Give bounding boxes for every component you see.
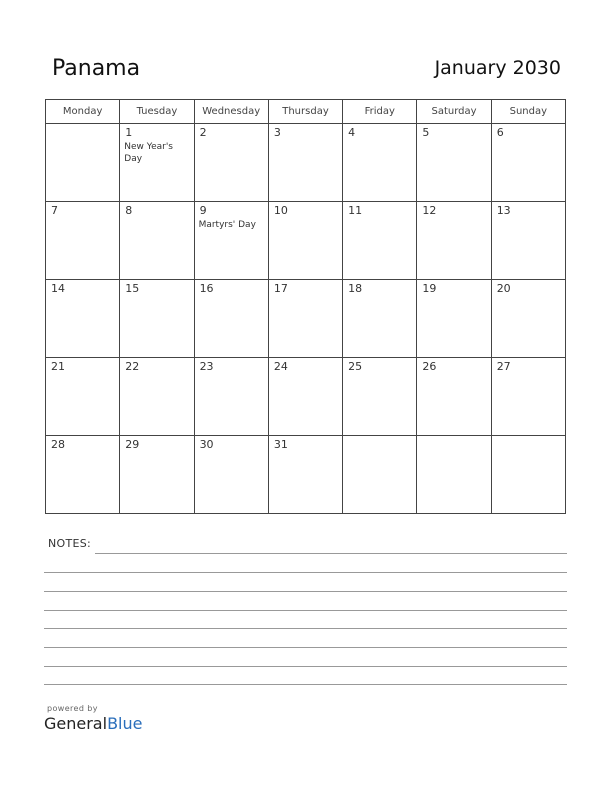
day-number: 24	[273, 360, 288, 373]
day-number: 6	[496, 126, 504, 139]
day-number: 23	[199, 360, 214, 373]
day-cell	[194, 280, 268, 358]
day-number: 16	[199, 282, 214, 295]
day-cell	[491, 280, 565, 358]
day-number: 10	[273, 204, 288, 217]
day-number: 7	[51, 204, 58, 217]
weekday-header: Monday	[46, 100, 120, 124]
day-number: 20	[496, 282, 511, 295]
weekday-header: Wednesday	[194, 100, 268, 124]
day-number: 27	[496, 360, 511, 373]
week-row	[46, 202, 566, 280]
calendar-grid	[45, 99, 566, 514]
day-number: 8	[125, 204, 133, 217]
generalblue-logo	[44, 704, 142, 733]
day-cell	[194, 358, 268, 436]
day-number: 13	[496, 204, 511, 217]
day-cell	[268, 202, 342, 280]
day-cell	[268, 436, 342, 514]
day-number: 28	[51, 438, 65, 451]
day-cell	[194, 124, 268, 202]
note-line	[44, 610, 567, 611]
powered-by-text: powered by	[47, 704, 98, 713]
day-cell	[417, 280, 491, 358]
weekday-header: Tuesday	[120, 100, 194, 124]
day-cell	[194, 436, 268, 514]
day-number: 29	[125, 438, 140, 451]
day-cell	[120, 280, 194, 358]
day-cell	[343, 358, 417, 436]
weekday-header: Saturday	[417, 100, 491, 124]
day-cell	[268, 124, 342, 202]
day-number: 5	[422, 126, 430, 139]
note-line	[44, 572, 567, 573]
day-cell	[120, 202, 194, 280]
day-cell	[417, 358, 491, 436]
day-cell	[268, 280, 342, 358]
notes-label: NOTES:	[48, 537, 92, 550]
country-title: Panama	[52, 56, 141, 81]
day-cell	[417, 124, 491, 202]
day-number: 4	[348, 126, 356, 139]
week-row	[46, 280, 566, 358]
day-cell	[46, 202, 120, 280]
day-cell	[417, 202, 491, 280]
brand-general-text: General	[44, 714, 108, 733]
week-row	[46, 436, 566, 514]
day-cell	[491, 124, 565, 202]
month-year-title: January 2030	[434, 57, 561, 79]
day-cell	[491, 358, 565, 436]
day-number: 26	[422, 360, 437, 373]
day-cell	[491, 436, 565, 514]
day-cell	[46, 358, 120, 436]
day-cell	[46, 124, 120, 202]
note-line	[44, 591, 567, 592]
note-line	[95, 553, 567, 554]
weekday-header-row	[46, 100, 566, 124]
day-cell	[194, 202, 268, 280]
holiday-label: New Year's Day	[124, 142, 173, 164]
note-line	[44, 666, 567, 667]
day-number: 1	[125, 126, 133, 139]
day-number: 22	[125, 360, 140, 373]
day-cell	[120, 358, 194, 436]
day-number: 9	[199, 204, 207, 217]
day-cell	[268, 358, 342, 436]
day-cell	[343, 280, 417, 358]
weekday-header: Thursday	[268, 100, 342, 124]
day-number: 25	[348, 360, 363, 373]
day-cell	[343, 202, 417, 280]
day-cell	[343, 436, 417, 514]
day-number: 15	[125, 282, 140, 295]
day-cell	[491, 202, 565, 280]
day-number: 14	[51, 282, 65, 295]
weekday-header: Sunday	[491, 100, 565, 124]
day-cell	[46, 280, 120, 358]
day-number: 18	[348, 282, 363, 295]
day-cell	[120, 124, 194, 202]
brand-name	[44, 714, 142, 733]
note-line	[44, 628, 567, 629]
note-line	[44, 647, 567, 648]
day-number: 31	[273, 438, 288, 451]
holiday-label: Martyrs' Day	[198, 220, 256, 230]
day-cell	[343, 124, 417, 202]
day-number: 17	[273, 282, 288, 295]
day-cell	[46, 436, 120, 514]
day-cell	[120, 436, 194, 514]
brand-blue-text: Blue	[107, 714, 143, 733]
day-number: 11	[348, 204, 363, 217]
day-number: 12	[422, 204, 437, 217]
day-number: 2	[199, 126, 207, 139]
day-number: 21	[51, 360, 65, 373]
weekday-header: Friday	[343, 100, 417, 124]
note-line	[44, 684, 567, 685]
week-row	[46, 124, 566, 202]
week-row	[46, 358, 566, 436]
day-number: 3	[273, 126, 281, 139]
day-number: 19	[422, 282, 437, 295]
day-cell	[417, 436, 491, 514]
day-number: 30	[199, 438, 214, 451]
